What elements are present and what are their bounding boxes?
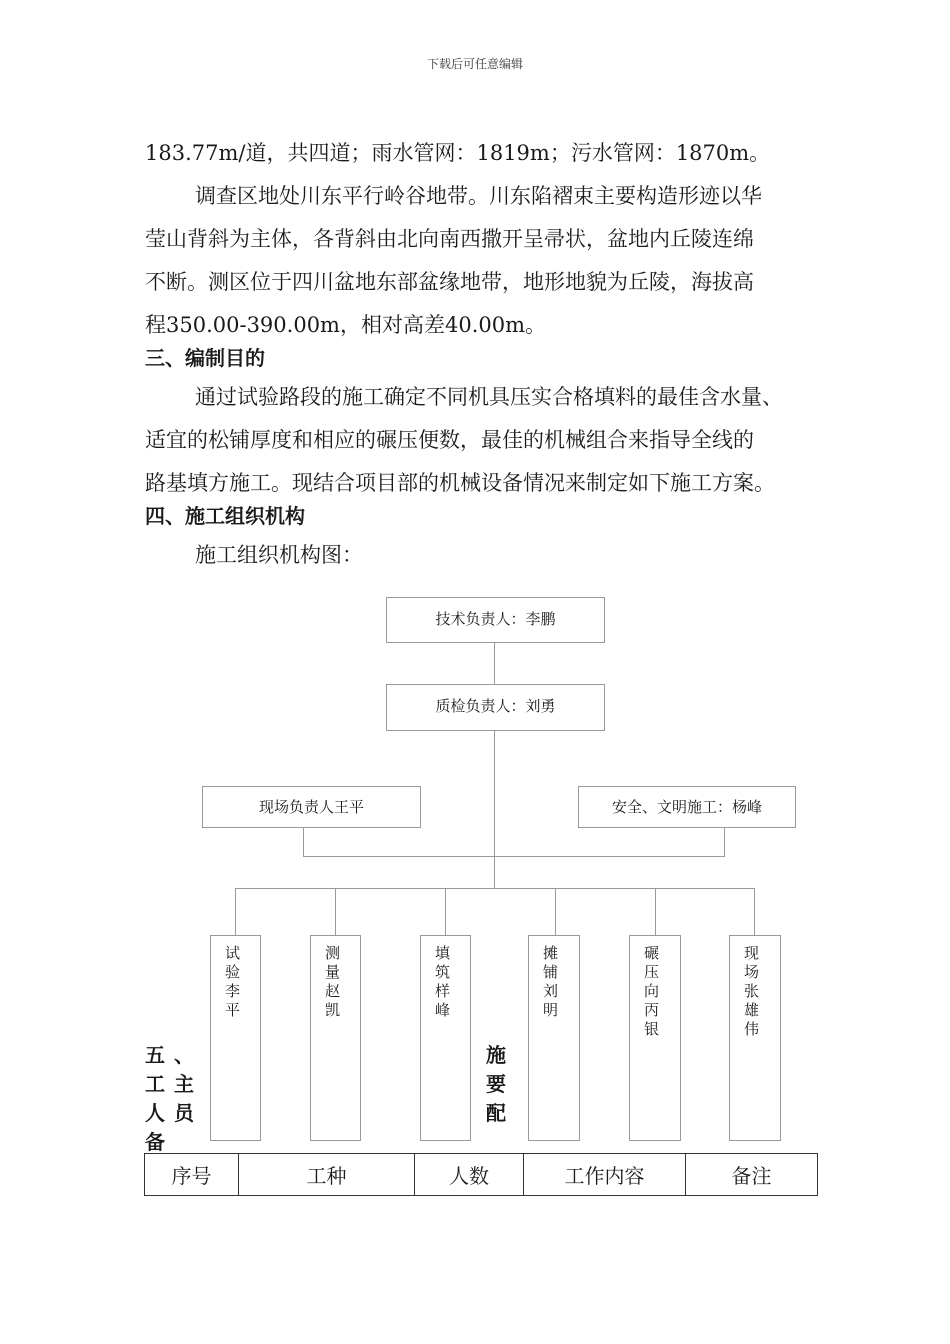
org-leaf-box — [729, 935, 781, 1141]
page-header: 下载后可任意编辑 — [426, 57, 523, 71]
section5-heading-col2: 、主员 — [174, 1043, 194, 1125]
paragraph-line: 不断。测区位于四川盆地东部盆缘地带，地形地貌为丘陵，海拔高 — [145, 270, 754, 294]
org-leaf-label: 测量赵凯 — [325, 944, 341, 1019]
org-leaf-label: 填筑样峰 — [435, 944, 451, 1019]
connector-line — [494, 856, 495, 889]
connector-line — [335, 888, 336, 935]
paragraph-line: 莹山背斜为主体，各背斜由北向南西撒开呈帚状，盆地内丘陵连绵 — [145, 227, 754, 251]
connector-line — [724, 827, 725, 857]
table-header-cell: 人数 — [415, 1154, 524, 1196]
connector-line — [555, 888, 556, 935]
section5-heading-col3: 施要配 — [486, 1043, 506, 1125]
table-header-row — [145, 1154, 818, 1196]
section-heading: 四、施工组织机构 — [145, 504, 305, 528]
table-header-cell: 序号 — [145, 1154, 239, 1196]
table-header-cell: 备注 — [686, 1154, 818, 1196]
paragraph-line: 路基填方施工。现结合项目部的机械设备情况来制定如下施工方案。 — [145, 471, 775, 495]
org-leaf-label: 现场张雄伟 — [744, 944, 760, 1038]
org-box-site-lead: 现场负责人王平 — [202, 786, 421, 828]
org-leaf-box — [420, 935, 471, 1141]
connector-line — [655, 888, 656, 935]
org-box-tech-lead: 技术负责人：李鹏 — [386, 597, 605, 643]
connector-line — [235, 888, 755, 889]
org-leaf-label: 摊铺刘明 — [543, 944, 559, 1019]
chart-caption: 施工组织机构图： — [195, 543, 363, 567]
connector-line — [445, 888, 446, 935]
staffing-table — [144, 1153, 818, 1196]
connector-line — [494, 643, 495, 685]
org-leaf-box — [310, 935, 361, 1141]
table-header-cell: 工种 — [239, 1154, 415, 1196]
paragraph-line: 调查区地处川东平行岭谷地带。川东陷褶束主要构造形迹以华 — [195, 184, 762, 208]
paragraph-line: 程350.00-390.00m，相对高差40.00m。 — [145, 313, 546, 337]
org-leaf-box — [528, 935, 580, 1141]
table-header-cell: 工作内容 — [524, 1154, 686, 1196]
connector-line — [494, 731, 495, 857]
connector-line — [754, 888, 755, 935]
connector-line — [235, 888, 236, 935]
org-box-safety-lead: 安全、文明施工：杨峰 — [578, 786, 796, 828]
paragraph-line: 183.77m/道，共四道；雨水管网：1819m；污水管网：1870m。 — [145, 141, 771, 165]
connector-line — [303, 827, 304, 857]
org-leaf-label: 碾压向丙银 — [644, 944, 660, 1038]
org-leaf-box — [629, 935, 681, 1141]
paragraph-line: 适宜的松铺厚度和相应的碾压便数，最佳的机械组合来指导全线的 — [145, 428, 754, 452]
org-leaf-box — [210, 935, 261, 1141]
org-box-qc-lead: 质检负责人：刘勇 — [386, 684, 605, 731]
paragraph-line: 通过试验路段的施工确定不同机具压实合格填料的最佳含水量、 — [195, 385, 783, 409]
section5-heading-col1: 五工人备 — [145, 1043, 165, 1154]
section-heading: 三、编制目的 — [145, 346, 265, 370]
org-leaf-label: 试验李平 — [225, 944, 241, 1019]
connector-line — [303, 856, 725, 857]
